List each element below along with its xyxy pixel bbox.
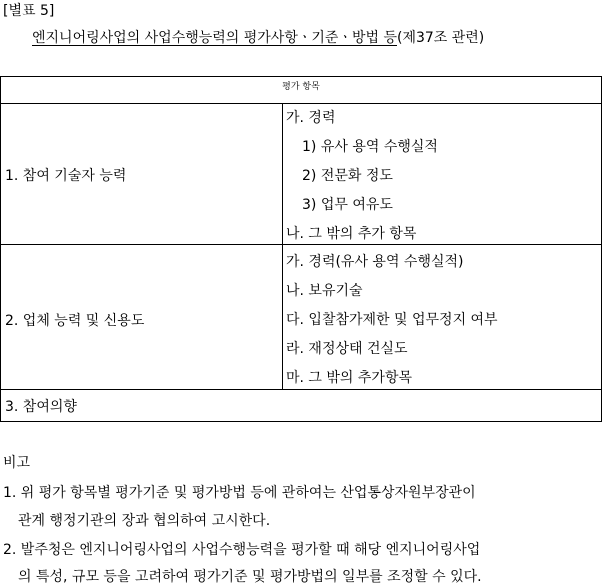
document-title	[32, 27, 484, 47]
item-cell: 2) 전문화 정도	[302, 168, 393, 184]
category-cell: 2. 업체 능력 및 신용도	[5, 313, 145, 329]
table-header-divider	[1, 103, 601, 104]
item-cell: 3) 업무 여유도	[302, 197, 393, 213]
item-cell: 나. 그 밖의 추가 항목	[286, 226, 417, 242]
annex-label: [별표 5]	[3, 3, 55, 19]
category-cell: 1. 참여 기술자 능력	[5, 168, 127, 184]
document-title-reference: (제37조 관련)	[396, 30, 485, 46]
item-cell: 1) 유사 용역 수행실적	[302, 139, 438, 155]
table-header: 평가 항목	[282, 82, 320, 92]
remark-note-1-line-2: 관계 행정기관의 장과 협의하여 고시한다.	[18, 513, 271, 529]
evaluation-table	[0, 76, 602, 422]
remark-note-2-line-1: 2. 발주청은 엔지니어링사업의 사업수행능력을 평가할 때 해당 엔지니어링사업	[3, 542, 481, 558]
item-cell: 마. 그 밖의 추가항목	[286, 370, 412, 386]
item-cell: 가. 경력(유사 용역 수행실적)	[286, 254, 464, 270]
remark-note-1-line-1: 1. 위 평가 항목별 평가기준 및 평가방법 등에 관하여는 산업통상자원부장관이	[3, 485, 476, 501]
remark-note-2-line-2: 의 특성, 규모 등을 고려하여 평가기준 및 평가방법의 일부를 조정할 수 있다.	[18, 569, 482, 585]
item-cell: 가. 경력	[286, 110, 336, 126]
item-cell: 다. 입찰참가제한 및 업무정지 여부	[286, 312, 498, 328]
table-row-divider	[1, 244, 601, 245]
table-column-divider	[282, 103, 283, 389]
category-cell: 3. 참여의향	[5, 399, 77, 415]
table-row-divider	[1, 389, 601, 390]
document-title-main: 엔지니어링사업의 사업수행능력의 평가사항ㆍ기준ㆍ방법 등	[32, 30, 397, 46]
item-cell: 라. 재정상태 건실도	[286, 341, 408, 357]
item-cell: 나. 보유기술	[286, 283, 363, 299]
remarks-heading: 비고	[3, 455, 31, 471]
